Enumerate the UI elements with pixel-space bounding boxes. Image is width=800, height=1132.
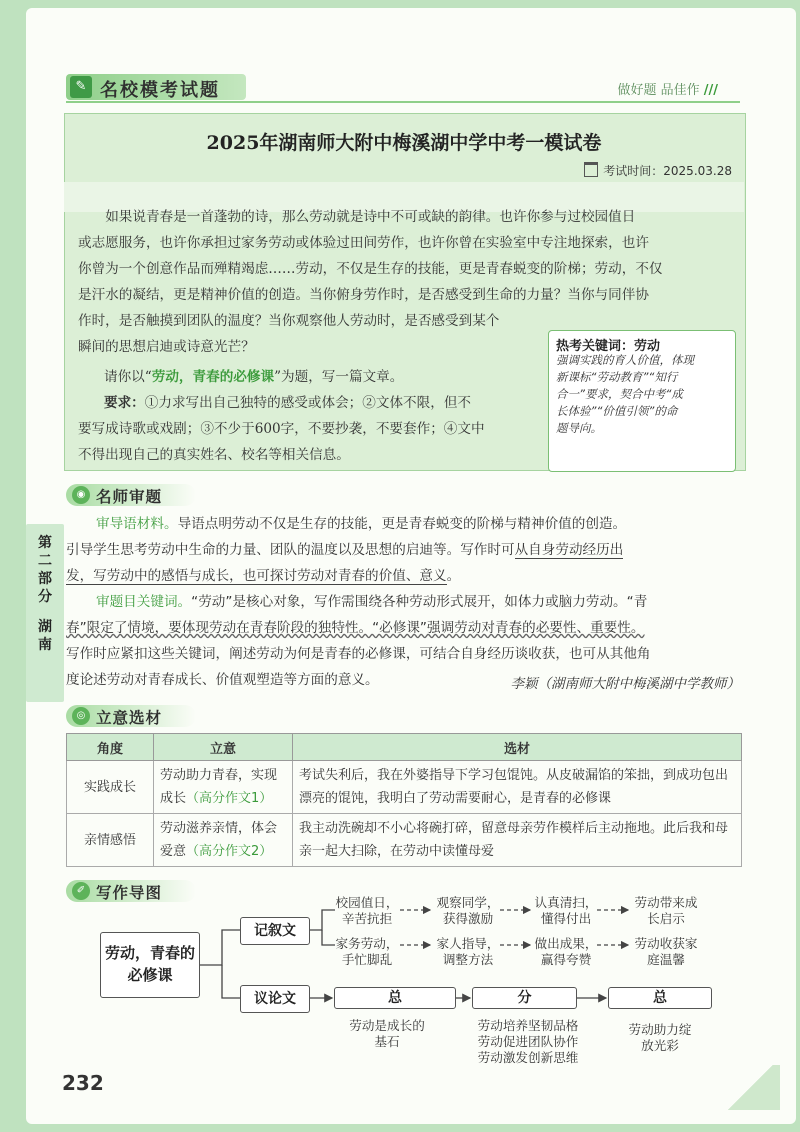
narrative-step: 校园值日，辛苦抗拒	[335, 895, 399, 926]
angle-cell: 亲情感悟	[67, 814, 154, 867]
narrative-step: 认真清扫，懂得付出	[534, 895, 598, 926]
narrative-step: 观察同学，获得激励	[436, 895, 500, 926]
argument-head: 分	[472, 987, 577, 1009]
keyword-body: 强调实践的育人价值，体现 新课标“劳动教育”“知行 合一”要求，契合中考“成 长体验”“价值引领”的命 题导向。	[556, 353, 694, 435]
review-paragraph-1: 审导语材料。导语点明劳动不仅是生存的技能，更是青春蜕变的阶梯与精神价值的创造。 引导学生思考劳动中生命的力量、团队的温度以及思想的启迪等。写作时可从自身劳动经历出 发，写劳动中的感悟与成长，也可探讨劳动对青春的价值、意义。 审题目关键词。“劳动”是核心对象，写作需围绕各种劳动形式展开，如体力或脑力劳动。“青 春”限定了情境，要体现劳动在青春阶段的独特性。“必修课”强调劳动对青春的必要性、重要性。 写作时应紧扣这些关键词，阐述劳动为何是青春的必修课，可结合自身经历谈收获，也可从其他角 度论述劳动对青春成长、价值观塑造等方面的意义。	[66, 516, 651, 688]
narrative-step: 劳动收获家庭温馨	[634, 936, 698, 967]
header-slogan: 做好题 品佳作 ///	[617, 83, 718, 98]
column-header: 选材	[293, 734, 742, 761]
keyword-title: 热考关键词：劳动	[556, 339, 661, 354]
argument-note: 劳动是成长的基石	[349, 1018, 425, 1049]
exam-title: 2025年湖南师大附中梅溪湖中学中考一模试卷	[206, 132, 602, 154]
material-title: 立意选材	[96, 709, 163, 727]
narrative-step: 家人指导，调整方法	[436, 936, 500, 967]
narrative-step: 家务劳动，手忙脚乱	[335, 936, 399, 967]
mindmap-root: 劳动，青春的必修课	[100, 932, 200, 998]
argument-head: 总	[334, 987, 456, 1009]
side-part-text: 第 二 部 分	[38, 535, 52, 605]
page-number: 232	[62, 1071, 104, 1095]
exam-req-line: 要写成诗歌或戏剧；③不少于600字，不要抄袭，不要套作；④文中	[78, 421, 485, 437]
narrative-step: 做出成果，赢得夸赞	[534, 936, 598, 967]
exam-req-line: 不得出现自己的真实姓名、校名等相关信息。	[78, 447, 350, 463]
exam-task: 请你以“劳动，青春的必修课”为题，写一篇文章。	[104, 369, 404, 385]
exam-time: 考试时间：2025.03.28	[584, 162, 732, 179]
eye-icon: ◉	[72, 486, 90, 504]
narrative-step: 劳动带来成长启示	[634, 895, 698, 926]
task-title: 劳动，青春的必修课	[151, 369, 275, 385]
column-header: 角度	[67, 734, 154, 761]
prompt-line: 你曾为一个创意作品而殚精竭虑……劳动，不仅是生存的技能，更是青春蜕变的阶梯；劳动，不仅	[78, 261, 663, 277]
argument-note: 劳动培养坚韧品格 劳动促进团队协作 劳动激发创新思维	[477, 1018, 579, 1065]
argument-head: 总	[608, 987, 712, 1009]
material-cell: 考试失利后，我在外婆指导下学习包馄饨。从皮破漏馅的笨拙，到成功包出漂亮的馄饨，我明白了劳动需要耐心，是青春的必修课	[293, 761, 742, 814]
idea-cell: 劳动助力青春，实现成长（高分作文1）	[154, 761, 293, 814]
angle-cell: 实践成长	[67, 761, 154, 814]
mindmap-title: 写作导图	[96, 884, 163, 902]
header-title: 名校模考试题	[100, 80, 220, 101]
side-region-text: 湖 南	[38, 619, 52, 653]
narrative-node: 记叙文	[240, 917, 310, 945]
page-corner	[720, 1065, 780, 1110]
pen-icon: ✐	[72, 882, 90, 900]
pencil-icon: ✎	[70, 76, 92, 98]
prompt-line: 作时，是否触摸到团队的温度？当你观察他人劳动时，是否感受到某个	[78, 313, 500, 329]
target-icon: ◎	[72, 707, 90, 725]
idea-cell: 劳动滋养亲情，体会爱意（高分作文2）	[154, 814, 293, 867]
argument-node: 议论文	[240, 985, 310, 1013]
exam-req-line: 要求：①力求写出自己独特的感受或体会；②文体不限，但不	[104, 395, 472, 411]
column-header: 立意	[154, 734, 293, 761]
review-signature: 李颖（湖南师大附中梅溪湖中学教师）	[510, 676, 740, 692]
prompt-line: 或志愿服务，也许你承担过家务劳动或体验过田间劳作，也许你曾在实验室中专注地探索，也许	[78, 235, 649, 251]
prompt-line: 是汗水的凝结，更是精神价值的创造。当你俯身劳作时，是否感受到生命的力量？当你与同伴协	[78, 287, 649, 303]
prompt-line: 如果说青春是一首蓬勃的诗，那么劳动就是诗中不可或缺的韵律。也许你参与过校园值日	[105, 209, 636, 225]
material-cell: 我主动洗碗却不小心将碗打碎，留意母亲劳作模样后主动拖地。此后我和母亲一起大扫除，在劳动中读懂母爱	[293, 814, 742, 867]
prompt-line: 瞬间的思想启迪或诗意光芒？	[78, 339, 255, 355]
review-title: 名师审题	[96, 488, 163, 506]
argument-note: 劳动助力绽放光彩	[628, 1022, 692, 1053]
